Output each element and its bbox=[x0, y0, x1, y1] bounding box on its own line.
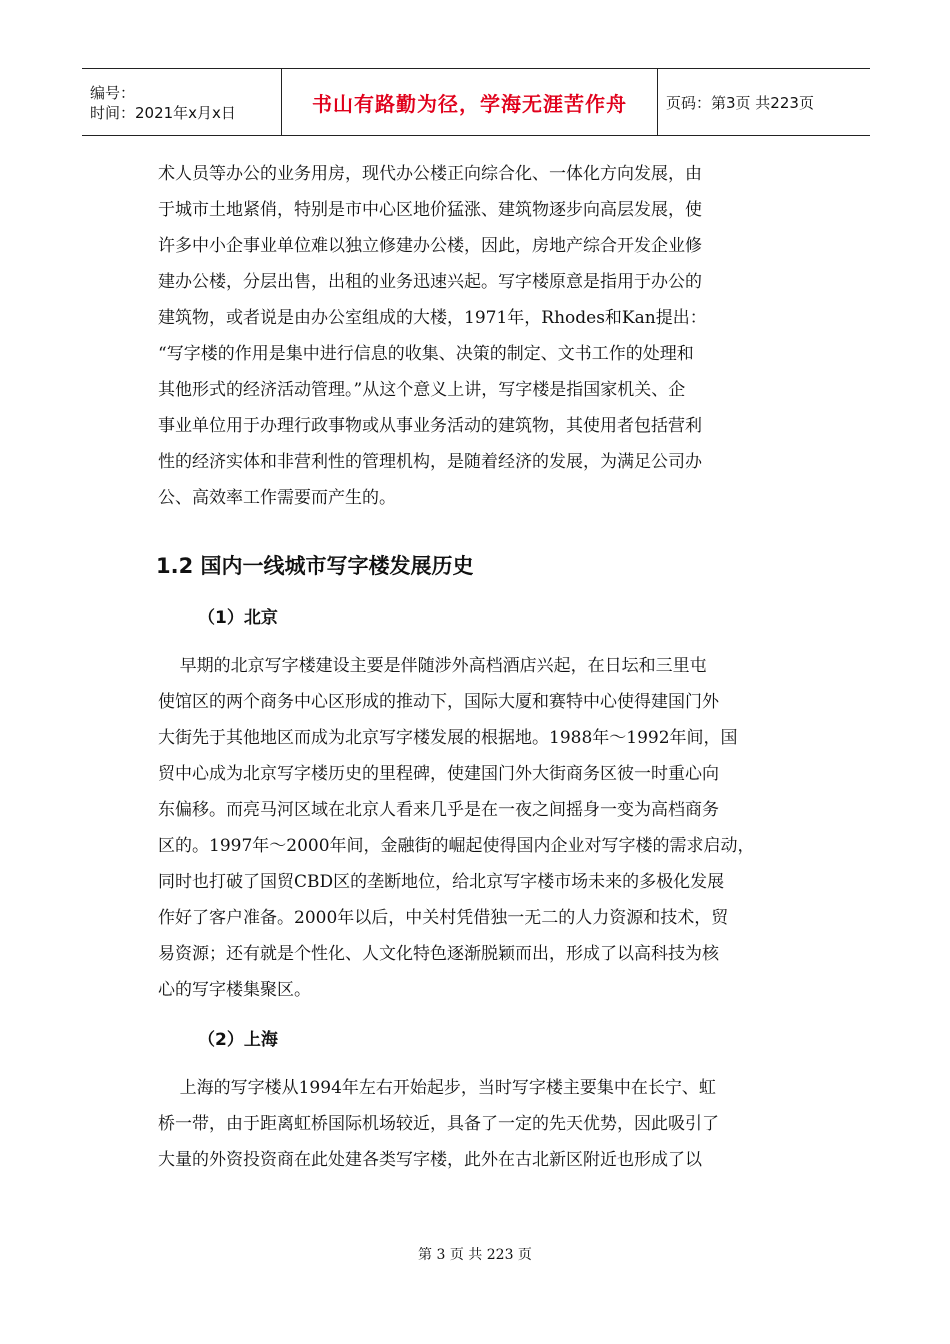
text-line: 早期的北京写字楼建设主要是伴随涉外高档酒店兴起，在日坛和三里屯 bbox=[158, 656, 707, 676]
text-line: 同时也打破了国贸CBD区的垄断地位，给北京写字楼市场未来的多极化发展 bbox=[158, 872, 725, 892]
document-header bbox=[82, 68, 870, 136]
text-line: 公、高效率工作需要而产生的。 bbox=[158, 488, 396, 508]
intro-paragraph bbox=[158, 156, 798, 516]
text-line: 性的经济实体和非营利性的管理机构，是随着经济的发展，为满足公司办 bbox=[158, 452, 702, 472]
shanghai-heading: （2）上海 bbox=[198, 1030, 278, 1050]
text-line: 建办公楼，分层出售，出租的业务迅速兴起。写字楼原意是指用于办公的 bbox=[158, 272, 702, 292]
text-line: 区的。1997年～2000年间，金融街的崛起使得国内企业对写字楼的需求启动， bbox=[158, 836, 755, 856]
header-motto-cell bbox=[282, 69, 658, 135]
text-line: “写字楼的作用是集中进行信息的收集、决策的制定、文书工作的处理和 bbox=[158, 344, 694, 364]
section-title: 1.2 国内一线城市写字楼发展历史 bbox=[156, 554, 474, 578]
text-line: 上海的写字楼从1994年左右开始起步，当时写字楼主要集中在长宁、虹 bbox=[158, 1078, 716, 1098]
text-line: 心的写字楼集聚区。 bbox=[158, 980, 311, 1000]
page-info: 页码：第3页 共223页 bbox=[666, 93, 814, 112]
text-line: 使馆区的两个商务中心区形成的推动下，国际大厦和赛特中心使得建国门外 bbox=[158, 692, 719, 712]
text-line: 建筑物，或者说是由办公室组成的大楼，1971年，Rhodes和Kan提出： bbox=[158, 308, 707, 328]
beijing-heading: （1）北京 bbox=[198, 608, 278, 628]
document-body bbox=[158, 156, 798, 1178]
text-line: 许多中小企事业单位难以独立修建办公楼，因此，房地产综合开发企业修 bbox=[158, 236, 702, 256]
text-line: 术人员等办公的业务用房，现代办公楼正向综合化、一体化方向发展，由 bbox=[158, 164, 702, 184]
page-footer: 第 3 页 共 223 页 bbox=[418, 1247, 532, 1263]
text-line: 易资源；还有就是个性化、人文化特色逐渐脱颖而出，形成了以高科技为核 bbox=[158, 944, 719, 964]
text-line: 其他形式的经济活动管理。”从这个意义上讲，写字楼是指国家机关、企 bbox=[158, 380, 686, 400]
header-page-cell bbox=[658, 69, 870, 135]
text-line: 大街先于其他地区而成为北京写字楼发展的根据地。1988年～1992年间，国 bbox=[158, 728, 738, 748]
number-label: 编号： bbox=[90, 84, 136, 102]
text-line: 贸中心成为北京写字楼历史的里程碑，使建国门外大街商务区彼一时重心向 bbox=[158, 764, 719, 784]
date-label: 时间：2021年x月x日 bbox=[90, 104, 236, 122]
motto-text: 书山有路勤为径，学海无涯苦作舟 bbox=[312, 91, 627, 116]
text-line: 大量的外资投资商在此处建各类写字楼，此外在古北新区附近也形成了以 bbox=[158, 1150, 702, 1170]
shanghai-paragraph bbox=[158, 1070, 798, 1178]
beijing-paragraph bbox=[158, 648, 798, 1008]
text-line: 桥一带，由于距离虹桥国际机场较近，具备了一定的先天优势，因此吸引了 bbox=[158, 1114, 719, 1134]
text-line: 于城市土地紧俏，特别是市中心区地价猛涨、建筑物逐步向高层发展，使 bbox=[158, 200, 702, 220]
header-meta-cell bbox=[82, 69, 282, 135]
text-line: 事业单位用于办理行政事物或从事业务活动的建筑物，其使用者包括营利 bbox=[158, 416, 702, 436]
text-line: 东偏移。而亮马河区域在北京人看来几乎是在一夜之间摇身一变为高档商务 bbox=[158, 800, 719, 820]
text-line: 作好了客户准备。2000年以后，中关村凭借独一无二的人力资源和技术，贸 bbox=[158, 908, 729, 928]
